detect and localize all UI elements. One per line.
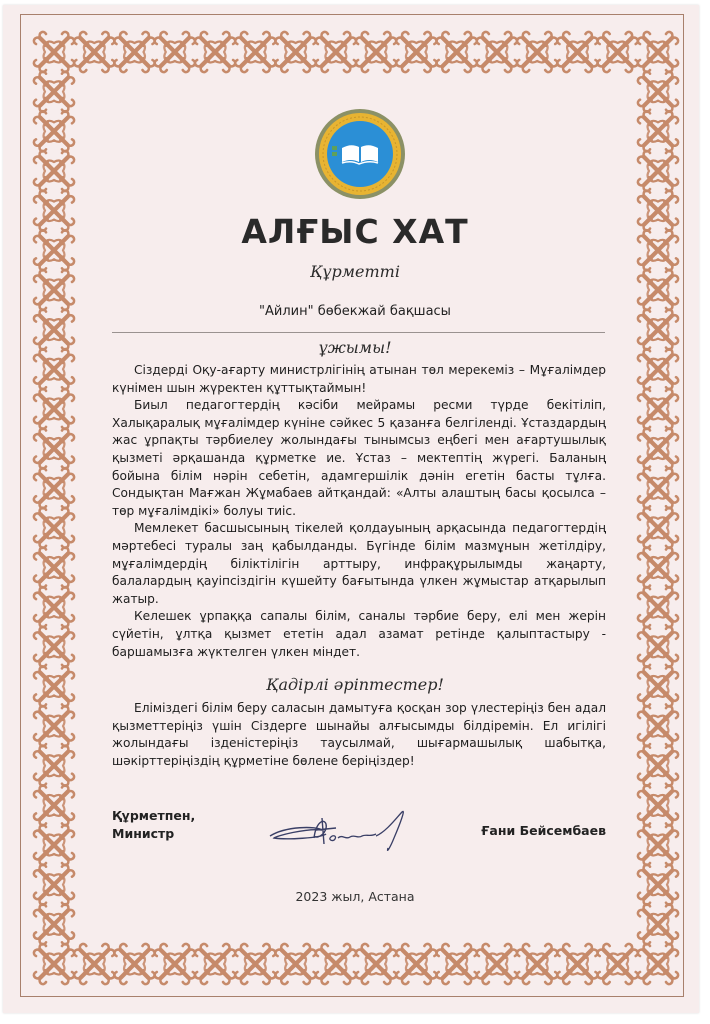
paragraph: Биыл педагогтердің кәсіби мейрамы ресми түрде бекітіліп, Халықаралық мұғалімдер күніне сәйкес 5 қазанға белгіленді. Ұстаздардың жас ұрпақты тәрбиелеу жолындағы тынымсыз еңбегі мен ағартушылық қызметі әрқашанда құрметке ие. Ұстаз – мектептің жүрегі. Баланың бойына білім нәрін себетін, адамгершілік дәнін егетін басты тұлға. Сондықтан Мағжан Жұмабаев айтқандай: «Алты алаштың басы қосылса – төр мұғалімдікі» болуы тиіс. (112, 398, 606, 518)
position-text: Министр (112, 826, 175, 841)
recipient-suffix: ұжымы! (318, 338, 392, 357)
letter-body (112, 362, 606, 661)
ministry-emblem-icon (312, 106, 408, 202)
closing-body (112, 700, 606, 770)
paragraph: Келешек ұрпаққа сапалы білім, саналы тәрбие беру, елі мен жерін сүйетін, ұлтқа қызмет ететін адал азамат ретінде қалыптастыру - баршамызға жүктелген үлкен міндет. (112, 609, 606, 659)
document-title: АЛҒЫС ХАТ (241, 212, 469, 251)
signatory-name: Ғани Бейсембаев (481, 823, 606, 838)
handwritten-signature (266, 808, 416, 858)
signature-block-left (112, 807, 195, 843)
recipient-underline (112, 332, 605, 333)
recipient-name: "Айлин" бөбекжай бақшасы (259, 304, 451, 319)
paragraph: Сіздерді Оқу-ағарту министрлігінің атынан төл мерекеміз – Мұғалімдер күнімен шын жүректен құттықтаймын! (112, 363, 606, 395)
regards-text: Құрметпен, (112, 808, 196, 823)
colleagues-heading: Қадірлі әріптестер! (266, 675, 444, 694)
closing-paragraph: Еліміздегі білім беру саласын дамытуға қосқан зор үлестеріңіз бен адал қызметтеріңіз үшін Сіздерге шынайы алғысымды білдіремін. Ел игілігі жолындағы ізденістеріңіз таусылмай, шығармашылық шабытқа, шәкірттеріңіздің құрметіне бөлене беріңіздер! (112, 701, 606, 768)
date-place: 2023 жыл, Астана (295, 889, 415, 904)
paragraph: Мемлекет басшысының тікелей қолдауының арқасында педагогтердің мәртебесі туралы заң қабылданды. Бүгінде білім мазмұнын жетілдіру, мұғалімдердің біліктілігін арттыру, инфрақұрылымды жаңарту, балалардың қауіпсіздігін күшейту бағытында үлкен жұмыстар атқарылып жатыр. (112, 521, 606, 606)
salutation: Құрметті (310, 262, 400, 281)
